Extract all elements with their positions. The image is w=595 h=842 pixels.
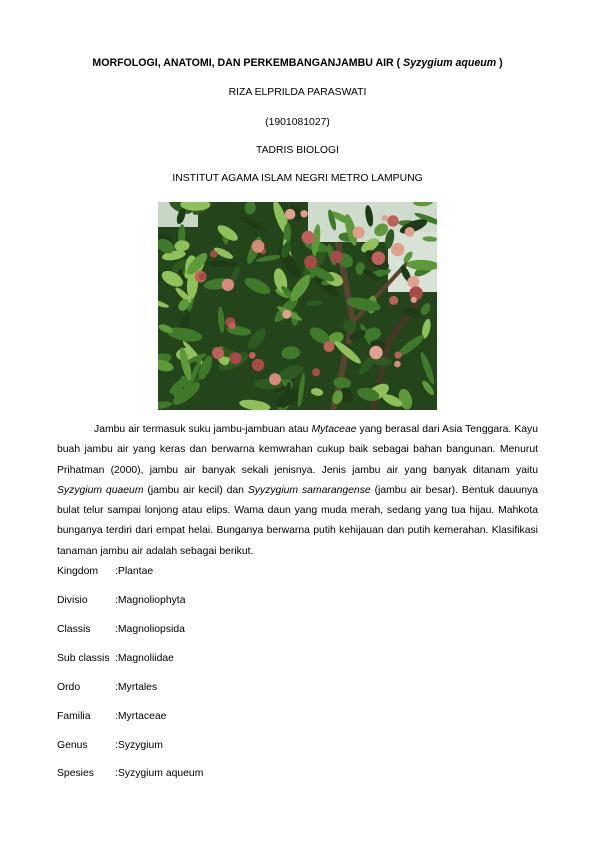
author-name: RIZA ELPRILDA PARASWATI: [228, 87, 367, 98]
classification-row-divisio: Divisio :Magnoliophyta: [57, 595, 186, 606]
institution: INSTITUT AGAMA ISLAM NEGRI METRO LAMPUNG: [172, 173, 423, 184]
fruit: [222, 279, 234, 291]
leaf: [207, 261, 238, 267]
department: TADRIS BIOLOGI: [256, 145, 339, 156]
fruit: [382, 215, 388, 221]
fruit: [369, 346, 382, 359]
species-name-small: Syzygium quaeum: [57, 484, 144, 496]
fruit: [269, 373, 281, 385]
fruit: [394, 352, 401, 359]
fruit: [389, 296, 398, 305]
family-name: Mytaceae: [311, 424, 357, 435]
fruit: [411, 297, 417, 303]
classification-row-subclassis: Sub classis :Magnoliidae: [57, 653, 174, 664]
fruit: [372, 251, 386, 265]
species-name-large: Syyzygium samarangense: [247, 484, 371, 496]
classification-row-ordo: Ordo :Myrtales: [57, 682, 158, 693]
fruit: [252, 359, 264, 371]
fruit: [230, 352, 242, 364]
document-title: [0, 57, 595, 69]
fruit: [300, 210, 307, 217]
fruit: [324, 341, 335, 352]
classification-row-classis: Classis:Magnoliopsida: [57, 624, 185, 635]
fruit: [212, 347, 224, 359]
fruit: [405, 227, 415, 237]
title-main: MORFOLOGI, ANATOMI, DAN PERKEMBANGANJAMBU AIR: [92, 57, 394, 69]
rose-apple-tree-photo: [158, 202, 437, 410]
fruit: [304, 255, 317, 268]
fruit: [312, 368, 320, 376]
description-paragraph: Jambu air termasuk suku jambu-jambuan atau Mytaceae yang berasal dari Asia Tenggara. Kayu buah jambu air yang keras dan berwarna kemwrahan cukup baik sebagai bahan bangunan. Menurut Prihatman (2000), jambu air banyak sekali jenisnya. Jenis jambu air yang banyak ditanam yaitu Syzygium quaeum (jambu air kecil) dan Syyzygium samarangense (jambu air besar). Bentuk dauunya bulat telur sampai lonjong atau elips. Wama daun yang muda merah, sedang yang tua hijau. Mahkota bunganya terdiri dari empat helai. Bunganya berwarna putih kehijauan dan putih kemerahan. Klasifikasi tanaman jambu air adalah sebagai berikut.: [57, 424, 538, 557]
classification-row-familia: Familia:Myrtaceae: [57, 711, 167, 722]
fruit: [249, 352, 256, 359]
classification-row-spesies: Spesies:Syzygium aqueum: [57, 768, 204, 779]
fruit: [353, 227, 365, 239]
fruit: [391, 243, 404, 256]
fruit: [285, 209, 296, 220]
photo-illustration: [158, 202, 437, 410]
fruit: [330, 251, 342, 263]
fruit: [229, 322, 236, 329]
title-scientific-name: Syzygium aqueum: [403, 57, 497, 69]
fruit: [387, 215, 398, 226]
classification-row-genus: Genus :Syzygium: [57, 740, 163, 751]
classification-row-kingdom: Kingdom:Plantae: [57, 566, 154, 577]
fruit: [408, 276, 420, 288]
title-close-paren: ): [496, 57, 503, 69]
fruit: [394, 361, 401, 368]
fruit: [282, 310, 291, 319]
fruit: [252, 240, 265, 253]
fruit: [199, 273, 206, 280]
student-id: (1901081027): [265, 117, 330, 128]
fruit: [302, 231, 315, 244]
title-open-paren: (: [393, 57, 404, 69]
fruit: [210, 251, 217, 258]
